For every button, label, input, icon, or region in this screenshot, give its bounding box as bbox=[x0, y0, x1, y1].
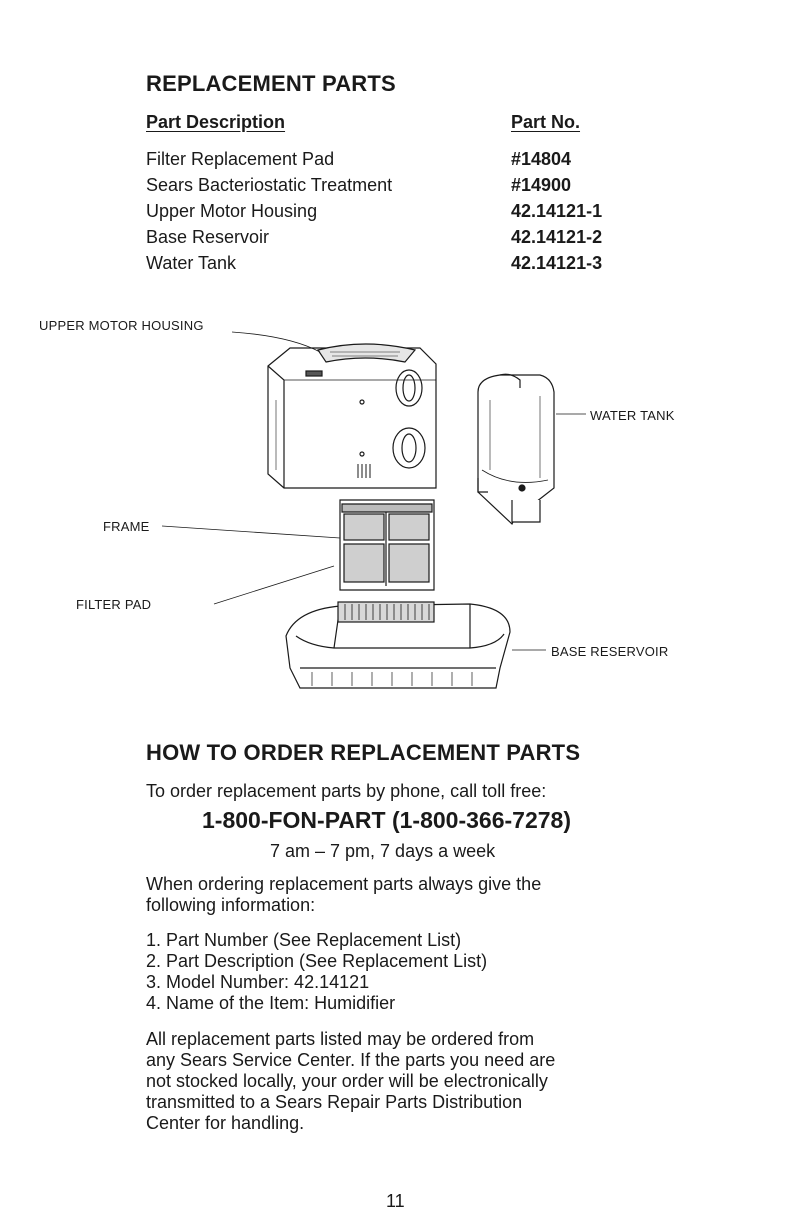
table-row bbox=[146, 146, 602, 172]
table-row bbox=[146, 172, 602, 198]
info-list bbox=[146, 930, 487, 1014]
closing-line: Center for handling. bbox=[146, 1113, 305, 1133]
closing-paragraph bbox=[146, 1029, 555, 1134]
part-description: Filter Replacement Pad bbox=[146, 149, 335, 169]
label-upper-motor-housing: UPPER MOTOR HOUSING bbox=[39, 318, 204, 333]
label-base-reservoir: BASE RESERVOIR bbox=[551, 644, 669, 659]
parts-table bbox=[146, 146, 602, 276]
water-tank-illustration bbox=[478, 374, 554, 524]
label-water-tank: WATER TANK bbox=[590, 408, 675, 423]
part-number: 42.14121-1 bbox=[511, 201, 603, 221]
list-item: 3. Model Number: 42.14121 bbox=[146, 972, 370, 992]
when-ordering-text bbox=[146, 874, 541, 916]
part-number: #14804 bbox=[511, 149, 572, 169]
page-number: 11 bbox=[386, 1191, 405, 1211]
column-header-description: Part Description bbox=[146, 112, 286, 132]
list-item: 4. Name of the Item: Humidifier bbox=[146, 993, 396, 1013]
humidifier-exploded-diagram bbox=[0, 300, 792, 700]
order-hours: 7 am – 7 pm, 7 days a week bbox=[270, 841, 496, 861]
closing-line: not stocked locally, your order will be electronically bbox=[146, 1071, 548, 1091]
part-number: #14900 bbox=[511, 175, 572, 195]
closing-line: transmitted to a Sears Repair Parts Distribution bbox=[146, 1092, 523, 1112]
table-row bbox=[146, 224, 602, 250]
label-filter-pad: FILTER PAD bbox=[76, 597, 152, 612]
part-description: Water Tank bbox=[146, 253, 237, 273]
when-ordering-line: following information: bbox=[146, 895, 316, 915]
upper-motor-housing-illustration bbox=[268, 344, 436, 488]
part-number: 42.14121-3 bbox=[511, 253, 603, 273]
part-description: Base Reservoir bbox=[146, 227, 270, 247]
filter-frame-illustration bbox=[340, 500, 434, 590]
table-row bbox=[146, 250, 602, 276]
table-row bbox=[146, 198, 602, 224]
when-ordering-line: When ordering replacement parts always give the bbox=[146, 874, 542, 894]
label-frame: FRAME bbox=[103, 519, 150, 534]
closing-line: All replacement parts listed may be ordered from bbox=[146, 1029, 535, 1049]
base-reservoir-illustration bbox=[286, 602, 510, 688]
part-description: Sears Bacteriostatic Treatment bbox=[146, 175, 393, 195]
column-header-part-no: Part No. bbox=[511, 112, 581, 132]
how-to-order-title: HOW TO ORDER REPLACEMENT PARTS bbox=[146, 740, 581, 765]
part-number: 42.14121-2 bbox=[511, 227, 603, 247]
list-item: 1. Part Number (See Replacement List) bbox=[146, 930, 462, 950]
list-item: 2. Part Description (See Replacement List) bbox=[146, 951, 488, 971]
order-intro: To order replacement parts by phone, call toll free: bbox=[146, 781, 547, 801]
replacement-parts-title: REPLACEMENT PARTS bbox=[146, 71, 396, 96]
part-description: Upper Motor Housing bbox=[146, 201, 318, 221]
closing-line: any Sears Service Center. If the parts you need are bbox=[146, 1050, 556, 1070]
order-phone-number: 1-800-FON-PART (1-800-366-7278) bbox=[202, 807, 571, 833]
